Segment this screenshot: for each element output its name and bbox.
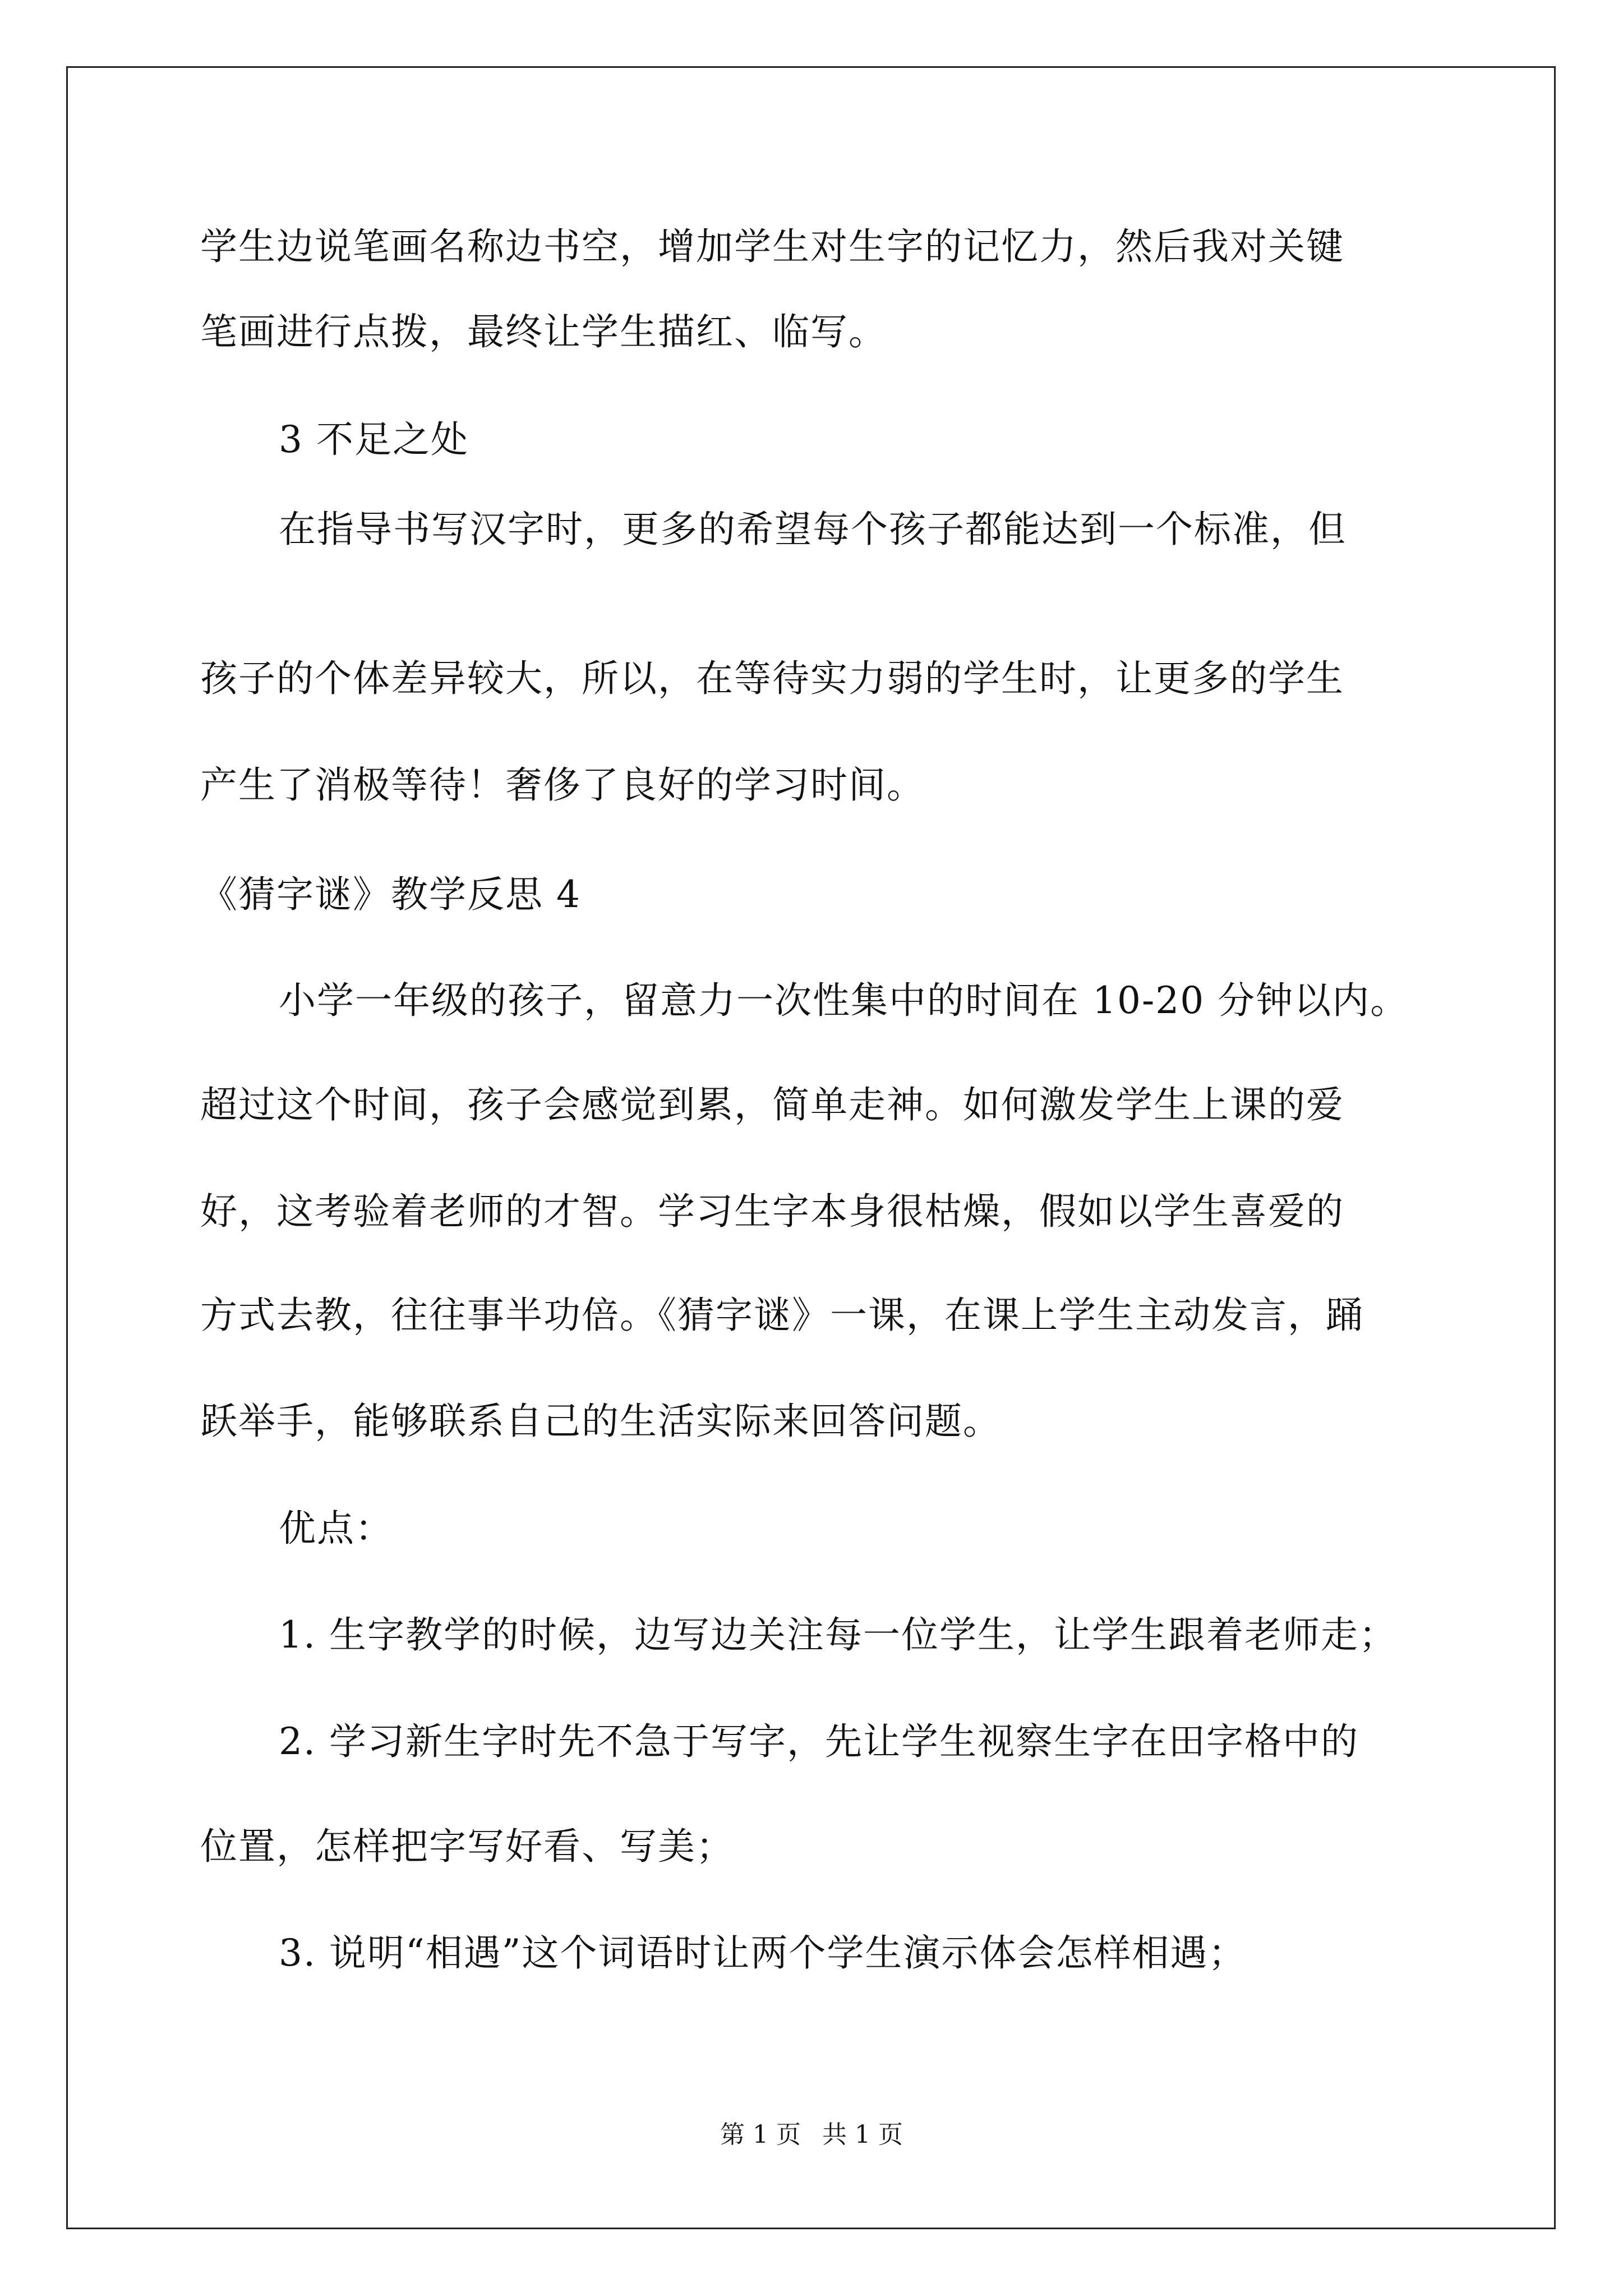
paragraph-line: 小学一年级的孩子，留意力一次性集中的时间在 10-20 分钟以内。 <box>279 979 1409 1022</box>
page-border <box>66 66 1556 2229</box>
page-total: 共 1 页 <box>822 2120 903 2149</box>
paragraph-line: 好，这考验着老师的才智。学习生字本身很枯燥，假如以学生喜爱的 <box>200 1190 1344 1233</box>
list-item: 2. 学习新生字时先不急于写字，先让学生视察生字在田字格中的 <box>279 1720 1359 1763</box>
paragraph-line: 在指导书写汉字时，更多的希望每个孩子都能达到一个标准，但 <box>279 508 1347 551</box>
paragraph-line: 跃举手，能够联系自己的生活实际来回答问题。 <box>200 1400 1001 1443</box>
paragraph-line: 孩子的个体差异较大，所以，在等待实力弱的学生时，让更多的学生 <box>200 657 1344 700</box>
page-footer <box>0 2119 1623 2151</box>
paragraph-line: 超过这个时间，孩子会感觉到累，简单走神。如何激发学生上课的爱 <box>200 1083 1344 1126</box>
section-heading: 优点： <box>279 1507 393 1550</box>
section-heading: 3 不足之处 <box>279 418 469 461</box>
paragraph-line: 笔画进行点拨，最终让学生描红、临写。 <box>200 310 887 353</box>
paragraph-line: 方式去教，往往事半功倍。《猜字谜》一课，在课上学生主动发言，踊 <box>200 1294 1364 1337</box>
paragraph-line: 位置，怎样把字写好看、写美； <box>200 1825 734 1868</box>
list-item: 3. 说明“相遇”这个词语时让两个学生演示体会怎样相遇； <box>279 1931 1247 1975</box>
page-number: 第 1 页 <box>720 2120 801 2149</box>
article-title: 《猜字谜》教学反思 4 <box>200 873 581 916</box>
paragraph-line: 产生了消极等待！奢侈了良好的学习时间。 <box>200 763 925 807</box>
list-item: 1. 生字教学的时候，边写边关注每一位学生，让学生跟着老师走； <box>279 1613 1397 1657</box>
paragraph-line: 学生边说笔画名称边书空，增加学生对生字的记忆力，然后我对关键 <box>200 225 1344 268</box>
